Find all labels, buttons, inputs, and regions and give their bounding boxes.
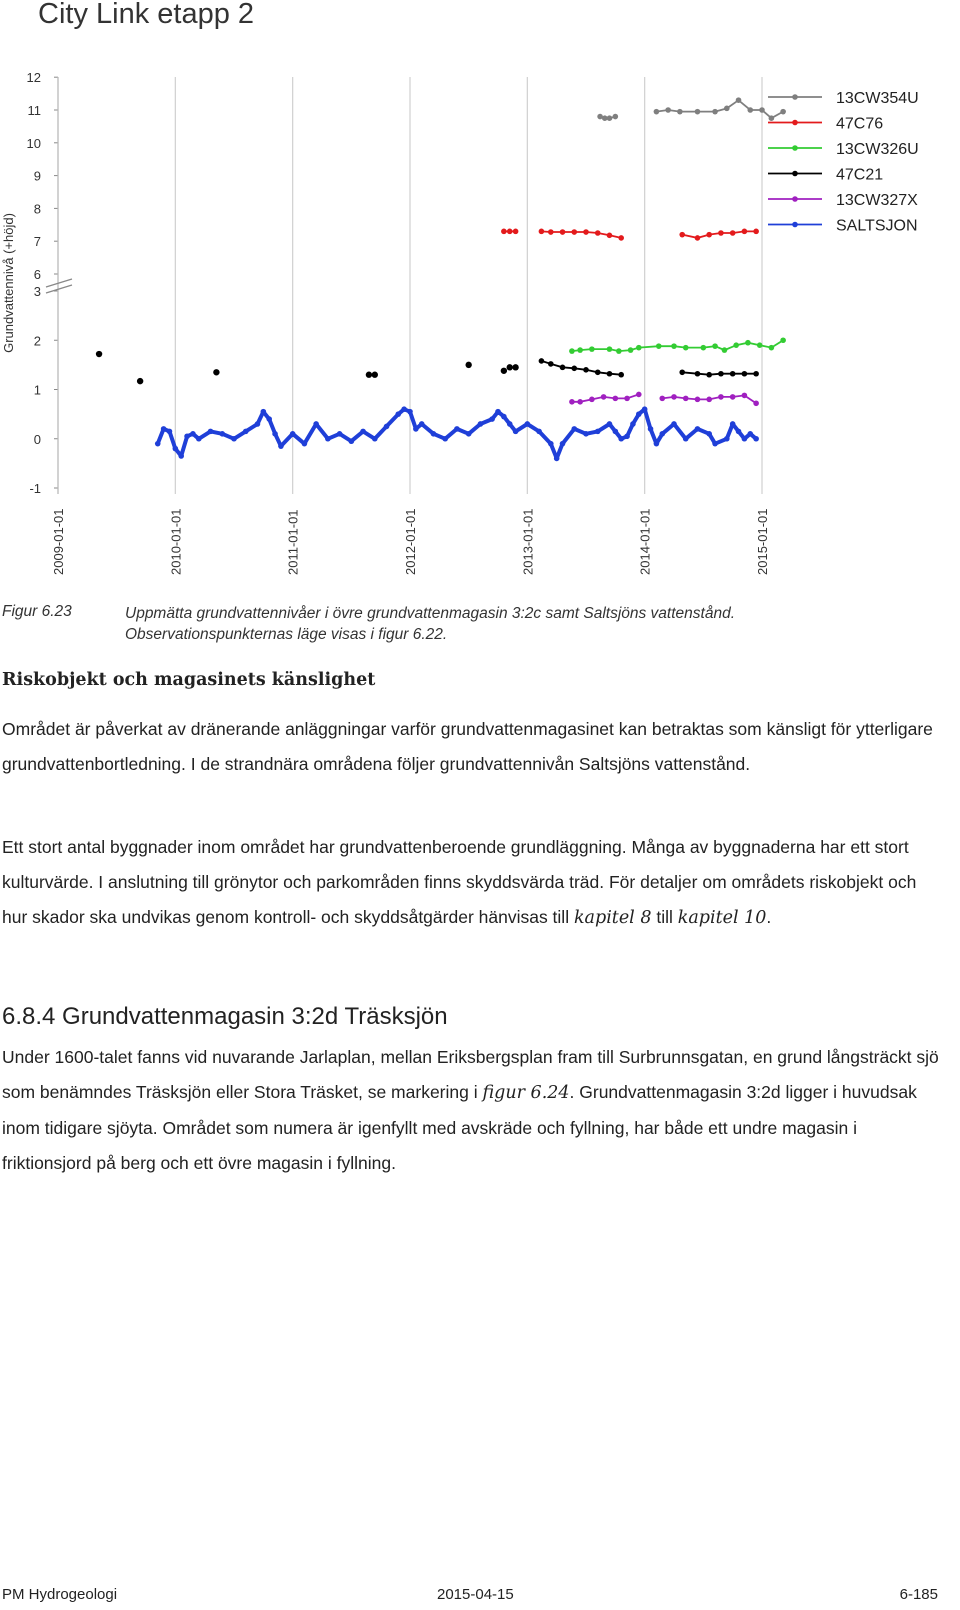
data-point (722, 347, 728, 353)
data-point (742, 436, 748, 442)
data-point (507, 229, 513, 235)
data-point (628, 347, 634, 353)
x-tick-label: 2013-01-01 (520, 508, 536, 575)
data-point (624, 433, 630, 439)
legend-entry (768, 218, 918, 235)
legend-swatch-marker (792, 94, 798, 100)
data-point (96, 351, 102, 357)
legend-swatch-marker (792, 222, 798, 228)
data-point (372, 436, 378, 442)
legend-entry (768, 192, 918, 209)
data-point (302, 441, 308, 447)
data-point (745, 340, 751, 346)
data-point (360, 429, 366, 435)
legend-entry (768, 167, 883, 184)
data-point (243, 429, 249, 435)
data-point (349, 438, 355, 444)
data-point (583, 367, 589, 373)
paragraph-text: Ett stort antal byggnader inom området har grundvattenberoende grundläggning. Många av byggnaderna har ett stort kulturvärde. I anslutning till grönytor och parkområden finns skyddsvärda träd. För detaljer om områdets riskobjekt och hur skador ska undvikas genom kontroll- och skyddsåtgärder hänvisas till (2, 837, 917, 927)
groundwater-level-chart (0, 60, 960, 585)
data-point (569, 348, 575, 354)
data-point (366, 372, 372, 378)
data-point (325, 436, 331, 442)
data-point (454, 426, 460, 432)
data-point (465, 362, 471, 368)
data-point (683, 345, 689, 351)
y-tick-label: 3 (33, 284, 41, 299)
data-point (671, 421, 677, 427)
data-point (569, 399, 575, 405)
data-point (536, 429, 542, 435)
data-point (636, 411, 642, 417)
x-tick-label: 2011-01-01 (285, 509, 301, 575)
data-point (671, 343, 677, 349)
legend-entry (768, 90, 919, 107)
data-point (724, 106, 730, 112)
series-13cw326u (569, 337, 786, 353)
legend-entry (768, 141, 919, 158)
paragraph-text: . Grundvattenmagasin 3:2d ligger i huvudsak inom tidigare sjöyta. Området som numera är igenfyllt med avskräde och fyllning, har både ett undre magasin i friktionsjord på berg och ett övre magasin i fyllning. (2, 1082, 917, 1173)
data-point (712, 343, 718, 349)
x-tick-label: 2009-01-01 (51, 508, 66, 575)
x-tick-label: 2012-01-01 (403, 508, 418, 575)
data-point (757, 342, 763, 348)
data-point (466, 431, 472, 437)
data-point (577, 347, 583, 353)
data-point (712, 441, 718, 447)
y-tick-label: 1 (33, 382, 41, 398)
data-point (780, 109, 786, 115)
y-tick-label: -1 (29, 481, 41, 496)
data-point (196, 436, 202, 442)
data-point (742, 371, 748, 377)
data-point (753, 436, 759, 442)
data-point (695, 235, 701, 241)
data-point (554, 456, 560, 462)
series-unlabelled (96, 351, 519, 384)
data-point (679, 232, 685, 238)
data-point (730, 230, 736, 236)
data-point (507, 364, 513, 370)
data-point (730, 421, 736, 427)
data-point (184, 433, 190, 439)
footer-date: 2015-04-15 (437, 1586, 514, 1603)
data-point (208, 429, 214, 435)
data-point (525, 421, 531, 427)
data-point (290, 431, 296, 437)
data-point (654, 441, 660, 447)
x-tick-label: 2010-01-01 (168, 508, 184, 575)
data-point (178, 453, 184, 459)
footer-page-number: 6-185 (899, 1586, 938, 1603)
y-axis-title: Grundvattennivå (+höjd) (1, 213, 16, 353)
data-point (753, 400, 759, 406)
page-header-title: City Link etapp 2 (38, 0, 255, 30)
data-point (769, 345, 775, 351)
data-point (384, 424, 390, 430)
data-point (589, 346, 595, 352)
figure-6-24-reference[interactable]: figur 6.24 (482, 1083, 570, 1103)
data-point (736, 97, 742, 103)
data-point (747, 431, 753, 437)
data-point (560, 229, 566, 235)
series-13cw327x (569, 392, 759, 406)
data-point (706, 431, 712, 437)
data-point (512, 364, 518, 370)
data-point (733, 342, 739, 348)
data-point (747, 107, 753, 113)
data-point (742, 229, 748, 235)
data-point (630, 421, 636, 427)
data-point (419, 421, 425, 427)
data-point (695, 397, 701, 403)
data-point (413, 426, 419, 432)
data-point (137, 378, 143, 384)
data-point (613, 396, 619, 402)
paragraph-text: till (651, 907, 678, 927)
data-point (489, 416, 495, 422)
chapter-10-reference[interactable]: kapitel 10 (677, 908, 767, 928)
data-point (695, 426, 701, 432)
paragraph-text: Under 1600-talet fanns vid nuvarande Jarlaplan, mellan Eriksbergsplan fram till Surbrunnsgatan, en grund långsträckt sjö som benämndes Träsksjön eller Stora Träsket, se markering i (2, 1047, 939, 1102)
data-point (683, 396, 689, 402)
data-point (548, 361, 554, 367)
data-point (513, 229, 519, 235)
data-point (173, 446, 179, 452)
data-point (730, 371, 736, 377)
data-point (431, 431, 437, 437)
data-point (648, 426, 654, 432)
paragraph-text: . (766, 907, 772, 927)
footer-document-name: PM Hydrogeologi (2, 1586, 118, 1603)
data-point (595, 429, 601, 435)
data-point (595, 230, 601, 236)
series-47c21 (539, 358, 759, 377)
data-point (753, 371, 759, 377)
section-heading: Riskobjekt och magasinets känslighet (2, 670, 376, 690)
data-point (548, 441, 554, 447)
data-point (659, 431, 665, 437)
data-point (272, 431, 278, 437)
y-tick-label: 9 (33, 168, 41, 184)
data-point (607, 232, 613, 238)
data-point (616, 348, 622, 354)
data-point (560, 441, 566, 447)
data-point (231, 436, 237, 442)
series-line (572, 340, 783, 351)
data-point (313, 421, 319, 427)
data-point (583, 431, 589, 437)
data-point (167, 429, 173, 435)
data-point (607, 371, 613, 377)
series-47c76 (501, 229, 759, 241)
data-point (718, 371, 724, 377)
data-point (736, 429, 742, 435)
data-point (513, 429, 519, 435)
data-point (636, 345, 642, 351)
data-point (677, 109, 683, 115)
data-point (478, 421, 484, 427)
data-point (501, 414, 507, 420)
data-point (577, 399, 583, 405)
data-point (571, 229, 577, 235)
data-point (712, 109, 718, 115)
data-point (718, 394, 724, 400)
legend-label: 13CW354U (836, 90, 919, 107)
legend-swatch-marker (792, 196, 798, 202)
y-tick-label: 6 (33, 267, 41, 282)
data-point (560, 365, 566, 371)
series-saltsjon (155, 406, 759, 461)
y-tick-label: 0 (33, 431, 41, 447)
data-point (595, 369, 601, 375)
data-point (642, 406, 648, 412)
data-point (618, 372, 624, 378)
y-tick-label: 8 (33, 201, 41, 217)
data-point (636, 392, 642, 398)
legend-label: 13CW327X (836, 192, 918, 209)
data-point (607, 346, 613, 352)
y-tick-label: 2 (33, 333, 41, 349)
data-point (213, 369, 219, 375)
data-point (724, 436, 730, 442)
data-point (759, 107, 765, 113)
data-point (671, 394, 677, 400)
legend-entry (768, 116, 883, 133)
data-point (742, 393, 748, 399)
figure-caption: Uppmätta grundvattennivåer i övre grundvattenmagasin 3:2c samt Saltsjöns vattenstånd. Observationspunkternas läge visas i figur 6.22. (125, 605, 736, 643)
data-point (219, 431, 225, 437)
paragraph-sensitivity: Området är påverkat av dränerande anläggningar varför grundvattenmagasinet kan betraktas som känsligt för ytterligare grundvattenbortledning. I de strandnära områdena följer grundvattennivån Saltsjöns vattenstånd. (2, 719, 933, 774)
data-point (583, 229, 589, 235)
legend-label: SALTSJON (836, 217, 918, 235)
legend-swatch-marker (792, 120, 798, 126)
data-point (613, 114, 619, 120)
data-point (255, 421, 261, 427)
data-point (753, 229, 759, 235)
data-point (266, 416, 272, 422)
chart-legend (768, 90, 919, 235)
data-point (706, 372, 712, 378)
data-point (618, 235, 624, 241)
data-point (706, 397, 712, 403)
data-point (730, 394, 736, 400)
data-point (442, 436, 448, 442)
legend-label: 13CW326U (836, 141, 919, 158)
x-tick-label: 2015-01-01 (755, 508, 770, 575)
data-point (548, 229, 554, 235)
legend-swatch-marker (792, 171, 798, 177)
series-13cw354u (597, 97, 786, 121)
data-point (624, 396, 630, 402)
data-point (155, 441, 161, 447)
data-point (539, 229, 545, 235)
legend-label: 47C76 (836, 115, 884, 133)
data-point (706, 232, 712, 238)
legend-swatch-marker (792, 145, 798, 151)
data-point (695, 371, 701, 377)
data-point (495, 409, 501, 415)
data-point (190, 431, 196, 437)
chapter-8-reference[interactable]: kapitel 8 (573, 908, 652, 928)
data-point (683, 436, 689, 442)
data-point (501, 368, 507, 374)
data-point (161, 426, 167, 432)
paragraph-risk-objects (2, 830, 942, 936)
data-point (780, 337, 786, 343)
paragraph-trasksjon (2, 1040, 942, 1181)
figure-number: Figur 6.23 (2, 603, 72, 620)
data-point (278, 443, 284, 449)
data-point (701, 345, 707, 351)
data-point (718, 230, 724, 236)
y-tick-label: 11 (27, 103, 41, 118)
x-tick-label: 2014-01-01 (637, 508, 653, 575)
data-point (654, 109, 660, 115)
legend-label: 47C21 (836, 166, 884, 184)
data-point (501, 229, 507, 235)
subsection-heading: 6.8.4 Grundvattenmagasin 3:2d Träsksjön (2, 1003, 448, 1030)
data-point (695, 109, 701, 115)
data-point (659, 396, 665, 402)
chart-series (96, 97, 786, 461)
data-point (337, 431, 343, 437)
data-point (601, 394, 607, 400)
data-point (372, 372, 378, 378)
data-point (261, 409, 267, 415)
data-point (665, 107, 671, 113)
data-point (656, 343, 662, 349)
data-point (679, 369, 685, 375)
series-line (158, 409, 756, 458)
data-point (507, 421, 513, 427)
data-point (613, 429, 619, 435)
chart-axes (1, 70, 770, 575)
data-point (769, 115, 775, 121)
data-point (571, 426, 577, 432)
y-tick-label: 7 (33, 234, 41, 250)
data-point (618, 436, 624, 442)
data-point (607, 421, 613, 427)
y-tick-label: 12 (26, 70, 41, 86)
data-point (407, 409, 413, 415)
data-point (571, 366, 577, 372)
data-point (395, 411, 401, 417)
data-point (607, 115, 613, 121)
y-tick-label: 10 (26, 135, 41, 151)
data-point (539, 358, 545, 364)
data-point (589, 397, 595, 403)
data-point (401, 406, 407, 412)
